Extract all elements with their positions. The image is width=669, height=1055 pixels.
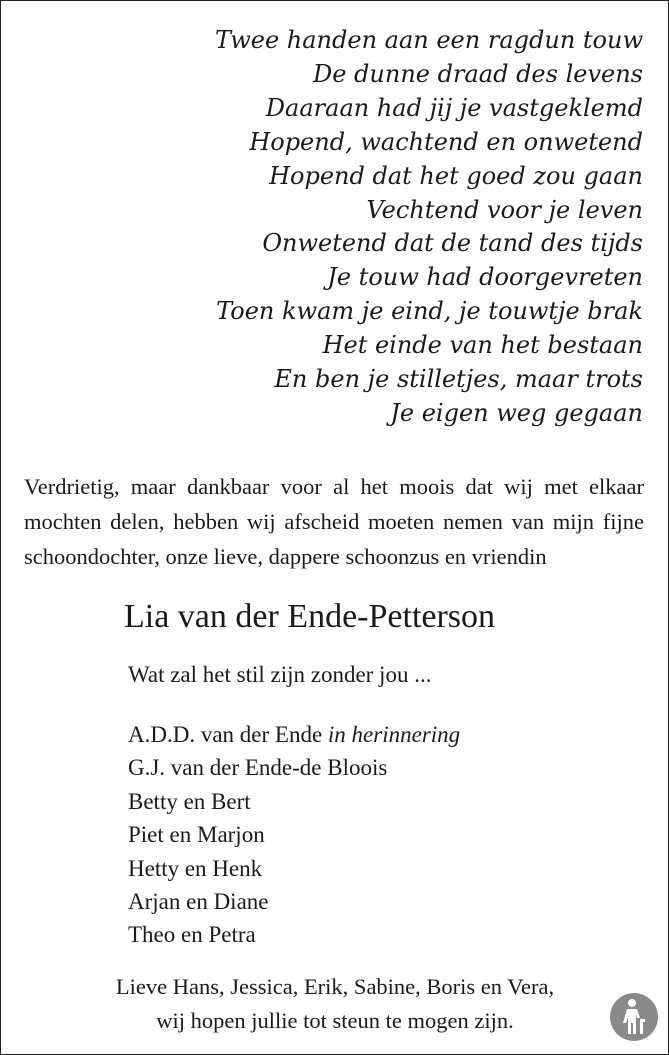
family-member: Theo en Petra bbox=[128, 922, 256, 948]
closing-line: wij hopen jullie tot steun te mogen zijn. bbox=[156, 1008, 514, 1033]
poem-line: Toen kwam je eind, je touwtje brak bbox=[216, 297, 643, 326]
memorial-figure-logo-icon bbox=[609, 992, 659, 1042]
poem-line: Hopend, wachtend en onwetend bbox=[249, 127, 643, 156]
poem-line: De dunne draad des levens bbox=[312, 59, 643, 88]
family-member bbox=[128, 718, 460, 751]
poem-line: Het einde van het bestaan bbox=[322, 331, 643, 360]
family-member: Arjan en Diane bbox=[128, 889, 269, 915]
intro-paragraph: Verdrietig, maar dankbaar voor al het moois dat wij met elkaar mochten delen, hebben wij afscheid moeten nemen van mijn fijne schoondochter, onze lieve, dappere schoonzus en vriendin bbox=[24, 473, 644, 569]
family-member: G.J. van der Ende-de Bloois bbox=[128, 755, 388, 781]
family-member: Piet en Marjon bbox=[128, 822, 265, 848]
poem bbox=[215, 24, 643, 431]
in-memoriam-note: in herinnering bbox=[327, 722, 461, 747]
closing-message bbox=[40, 970, 630, 1038]
poem-line: Hopend dat het goed zou gaan bbox=[269, 161, 643, 190]
closing-line: Lieve Hans, Jessica, Erik, Sabine, Boris en Vera, bbox=[115, 974, 555, 999]
poem-line: Je eigen weg gegaan bbox=[390, 398, 643, 427]
poem-line: Vechtend voor je leven bbox=[366, 195, 643, 224]
poem-line: En ben je stilletjes, maar trots bbox=[274, 365, 643, 394]
subline: Wat zal het stil zijn zonder jou ... bbox=[128, 662, 432, 687]
family-member: Hetty en Henk bbox=[128, 855, 263, 881]
poem-line: Daaraan had jij je vastgeklemd bbox=[265, 93, 643, 122]
family-list bbox=[128, 718, 460, 952]
family-member: Betty en Bert bbox=[128, 788, 251, 814]
poem-line: Twee handen aan een ragdun touw bbox=[215, 26, 643, 54]
family-member-name: A.D.D. van der Ende bbox=[128, 722, 323, 747]
poem-line: Je touw had doorgevreten bbox=[327, 263, 643, 292]
deceased-name: Lia van der Ende-Petterson bbox=[124, 598, 496, 635]
poem-line: Onwetend dat de tand des tijds bbox=[262, 229, 643, 258]
